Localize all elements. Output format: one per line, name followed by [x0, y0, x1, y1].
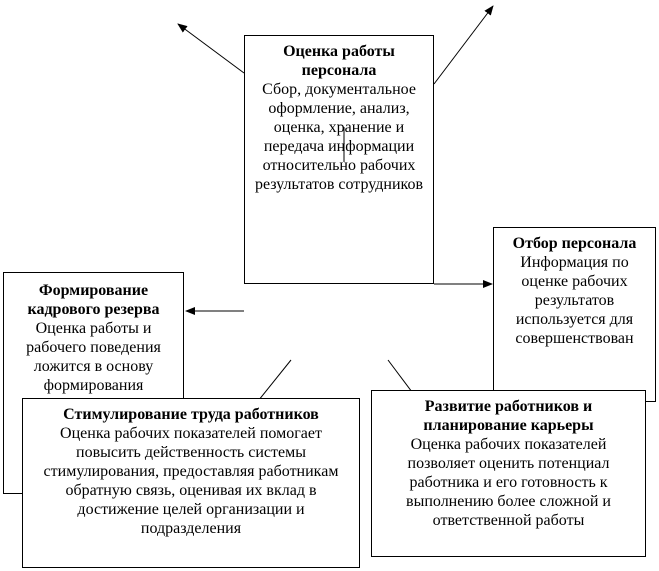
career-development-title: Развитие работников и планирование карьеры	[423, 398, 594, 434]
personnel-selection-text: Информация по оценке рабочих результатов используется для совершенствован	[515, 254, 634, 347]
staff-evaluation-box	[244, 35, 434, 284]
personnel-selection-box	[493, 227, 656, 402]
career-development-box	[371, 390, 646, 557]
personnel-reserve-text: Оценка работы и рабочего поведения ложится в основу формирования	[26, 320, 161, 394]
career-development-text: Оценка рабочих показателей позволяет оценить потенциал работника и его готовность к выполнению более сложной и ответственной работы	[406, 436, 611, 529]
staff-evaluation-text: Сбор, документальное оформление, анализ, оценка, хранение и передача информации относительно рабочих результатов сотрудников	[254, 81, 424, 193]
personnel-reserve-title: Формирование кадрового резерва	[27, 282, 160, 318]
staff-evaluation-title: Оценка работы персонала	[283, 43, 395, 79]
personnel-selection-title: Отбор персонала	[512, 235, 637, 252]
arrow-to-top-left	[178, 24, 244, 73]
labor-stimulation-title: Стимулирование труда работников	[63, 406, 319, 423]
labor-stimulation-box	[22, 398, 360, 568]
labor-stimulation-text: Оценка рабочих показателей помогает повысить действенность системы стимулирования, предоставляя работникам обратную связь, оценивая их вклад в достижение целей организации и подразделения	[43, 425, 339, 537]
arrow-to-top-right	[434, 6, 493, 84]
